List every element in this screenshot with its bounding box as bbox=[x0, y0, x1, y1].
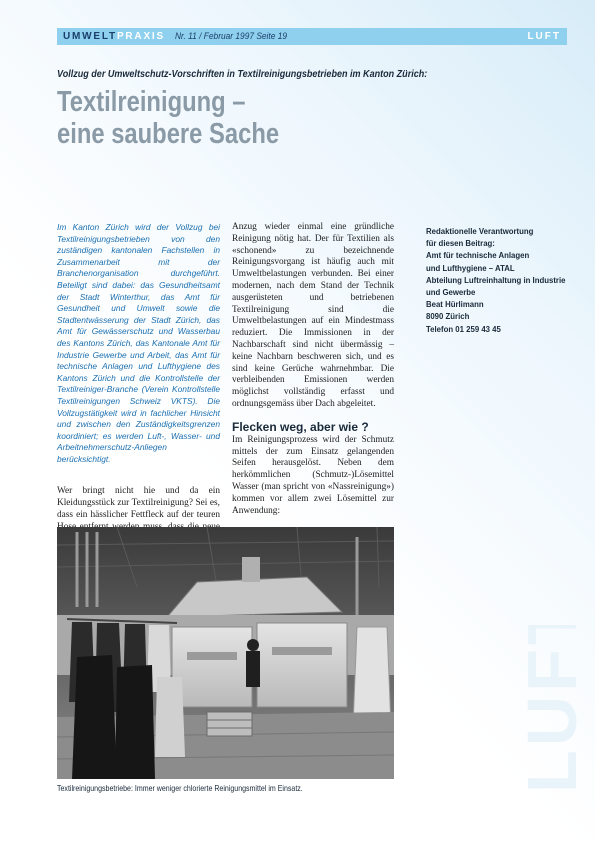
contact-line: für diesen Beitrag: bbox=[426, 239, 495, 249]
contact-line: Abteilung Luftreinhaltung in Industrie bbox=[426, 275, 566, 285]
magazine-name-part2: PRAXIS bbox=[116, 31, 165, 42]
dry-cleaning-photo bbox=[57, 527, 394, 779]
contact-line: Redaktionelle Verantwortung bbox=[426, 227, 534, 236]
article-kicker: Vollzug der Umweltschutz-Vorschriften in Textilreinigungsbetrieben im Kanton Zürich: bbox=[57, 68, 428, 80]
text-column-1 bbox=[57, 222, 220, 557]
body-paragraph-2: Anzug wieder einmal eine gründliche Reinigung nötig hat. Der für Textilien als «schonend» zu bezeichnende Reinigungsvorgang ist häufig auch mit Umweltbelastungen verbunden. Bei einer modernen, nach dem Stand der Technik ausgerüsteten und betriebenen Textilreinigung sind die Umweltbelastungen auf ein Mindestmass reduziert. Die Immissionen in der Nachbarschaft sind nicht übermässig – keine Nachbarn beschweren sich, und es sind keine Gerüche wahrnehmbar. Die verbleibenden Emissionen werden möglichst vollständig erfasst und ordnungsgemäss über Dach abgeleitet. bbox=[232, 222, 394, 409]
section-label: LUFT bbox=[527, 31, 561, 42]
text-column-2 bbox=[232, 222, 394, 517]
body-paragraph-1: Wer bringt nicht hie und da ein Kleidungsstück zur Textilreinigung? Sei es, dass ein hässlicher Fettfleck auf der teuren bbox=[57, 486, 220, 521]
section-watermark-luft bbox=[484, 625, 594, 795]
contact-line: und Lufthygiene – ATAL bbox=[426, 263, 515, 273]
masthead-bar bbox=[57, 28, 567, 45]
issue-info: Nr. 11 / Februar 1997 Seite 19 bbox=[174, 31, 287, 42]
magazine-name-part1: UMWELT bbox=[63, 31, 117, 42]
headline-line-2: eine saubere Sache bbox=[57, 118, 280, 150]
contact-line: Beat Hürlimann bbox=[426, 300, 484, 310]
body-paragraph-3: Im Reinigungsprozess wird der Schmutz mittels der zum Einsatz gelangenden Seifen herausgelöst. Neben dem herkömmlichen (Schmutz-)Lösemittel Wasser (man spricht von «Nassreinigung») kommen vor allem zwei Lösemittel zur Anwendung: bbox=[232, 434, 394, 516]
section-watermark-text: LUFT bbox=[513, 625, 591, 793]
article-headline bbox=[57, 86, 369, 150]
contact-line: Telefon 01 259 43 45 bbox=[426, 324, 501, 334]
contact-line: Amt für technische Anlagen bbox=[426, 251, 530, 261]
contact-line: und Gewerbe bbox=[426, 288, 476, 298]
photo-caption: Textilreinigungsbetriebe: Immer weniger chlorierte Reinigungsmittel im Einsatz. bbox=[57, 784, 303, 793]
contact-line: 8090 Zürich bbox=[426, 312, 470, 322]
article-intro: Im Kanton Zürich wird der Vollzug bei Textilreinigungsbetrieben von den zuständigen kantonalen Fachstellen in Zusammenarbeit mit der Branchenorganisation durchgeführt. Beteiligt sind dabei: das Gesundheitsamt der Stadt Winterthur, das Amt für Gesundheit und Umwelt sowie die Stadtentwässerung der Stadt Zürich, das Amt für Gewässerschutz und Wasserbau des Kantons Zürich, das Kantonale Amt für Industrie Gewerbe und Arbeit, das Amt für technische Anlagen und Lufthygiene des Kantons Zürich und die Kontrollstelle der Textilreiniger-Branche (Verein Kontrollstelle Textilreinigungen Schweiz VKTS). Die Vollzugstätigkeit wird in fachlicher Hinsicht und zwischen den Zuständigkeitsgrenzen koordiniert; es werden Luft-, Wasser- und Arbeitnehmerschutz-Anliegen berücksichtigt. bbox=[57, 222, 220, 464]
section-subheading: Flecken weg, aber wie ? bbox=[232, 419, 369, 434]
headline-line-1: Textilreinigung – bbox=[57, 86, 246, 118]
editorial-contact-box bbox=[426, 226, 576, 336]
